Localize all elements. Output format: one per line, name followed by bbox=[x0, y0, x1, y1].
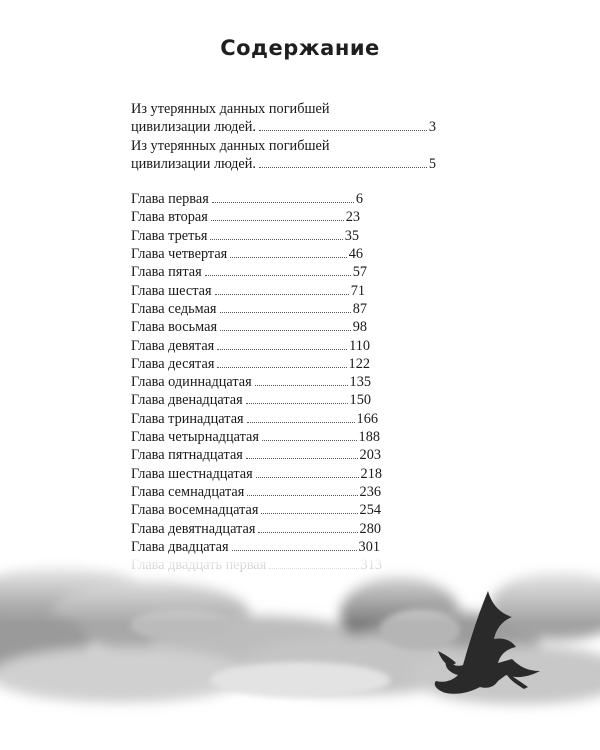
dot-leader bbox=[256, 477, 359, 478]
toc-chapter-title: Глава третья bbox=[131, 227, 208, 244]
dot-leader bbox=[205, 275, 351, 276]
toc-page-number: 57 bbox=[352, 264, 367, 281]
toc-chapter-title: Глава двенадцатая bbox=[131, 392, 243, 409]
toc-chapter-title: Глава восемнадцатая bbox=[131, 502, 259, 519]
toc-chapter-title: Глава семнадцатая bbox=[131, 483, 245, 500]
toc-chapter-entry[interactable] bbox=[131, 391, 371, 409]
toc-chapter-title: Глава четырнадцатая bbox=[131, 429, 259, 446]
toc-chapter-entry[interactable] bbox=[131, 483, 381, 501]
toc-chapter-title: Глава пятнадцатая bbox=[131, 447, 243, 464]
page-title: Содержание bbox=[220, 36, 380, 60]
toc-chapter-entry[interactable] bbox=[131, 538, 380, 556]
toc-chapter-entry[interactable] bbox=[131, 227, 359, 245]
dot-leader bbox=[220, 330, 351, 331]
section-spacer bbox=[131, 173, 436, 190]
toc-page-number: 188 bbox=[358, 429, 380, 446]
dot-leader bbox=[259, 130, 427, 131]
dot-leader bbox=[212, 202, 354, 203]
toc-page-number: 280 bbox=[359, 520, 381, 537]
toc-page-number: 203 bbox=[359, 447, 381, 464]
toc-page-number: 71 bbox=[350, 282, 365, 299]
toc-chapter-entry[interactable] bbox=[131, 465, 382, 483]
toc-chapter-entry[interactable] bbox=[131, 428, 380, 446]
chapter-list bbox=[131, 190, 436, 574]
dot-leader bbox=[220, 312, 351, 313]
toc-chapter-entry[interactable] bbox=[131, 300, 367, 318]
dot-leader bbox=[261, 513, 357, 514]
dot-leader bbox=[211, 220, 344, 221]
toc-chapter-entry[interactable] bbox=[131, 337, 370, 355]
dot-leader bbox=[232, 550, 357, 551]
toc-intro-title-line1: Из утерянных данных погибшей bbox=[131, 137, 330, 154]
toc-intro-title-line2: цивилизации людей. bbox=[131, 155, 256, 172]
toc-chapter-entry[interactable] bbox=[131, 501, 381, 519]
toc-page-number: 23 bbox=[345, 209, 360, 226]
toc-chapter-title: Глава восьмая bbox=[131, 319, 218, 336]
dot-leader bbox=[247, 422, 355, 423]
toc-page-number: 218 bbox=[360, 465, 382, 482]
toc-chapter-title: Глава шестая bbox=[131, 282, 212, 299]
dot-leader bbox=[247, 495, 357, 496]
toc-page-number: 87 bbox=[352, 300, 367, 317]
toc-page-number: 301 bbox=[358, 538, 380, 555]
toc-chapter-title: Глава четвертая bbox=[131, 246, 228, 263]
dot-leader bbox=[210, 239, 342, 240]
dot-leader bbox=[217, 367, 346, 368]
toc-chapter-title: Глава седьмая bbox=[131, 300, 217, 317]
toc-chapter-entry[interactable] bbox=[131, 245, 363, 263]
toc-chapter-title: Глава тринадцатая bbox=[131, 410, 244, 427]
toc-page-number: 3 bbox=[428, 119, 436, 136]
toc-page-number: 122 bbox=[348, 355, 370, 372]
dot-leader bbox=[230, 257, 346, 258]
dot-leader bbox=[215, 294, 349, 295]
toc-intro-entry[interactable] bbox=[131, 137, 436, 174]
toc-page-number: 5 bbox=[428, 155, 436, 172]
toc-page-number: 135 bbox=[349, 374, 371, 391]
toc-chapter-title: Глава первая bbox=[131, 191, 209, 208]
toc-chapter-entry[interactable] bbox=[131, 355, 370, 373]
toc-chapter-entry[interactable] bbox=[131, 373, 371, 391]
toc-chapter-entry[interactable] bbox=[131, 410, 378, 428]
toc-page-number: 166 bbox=[356, 410, 378, 427]
toc-page-number: 236 bbox=[359, 483, 381, 500]
toc-page-number: 150 bbox=[349, 392, 371, 409]
toc-intro-title-line1: Из утерянных данных погибшей bbox=[131, 101, 330, 117]
toc-page-number: 254 bbox=[359, 502, 381, 519]
toc-page-number: 6 bbox=[355, 191, 363, 208]
toc-chapter-entry[interactable] bbox=[131, 520, 381, 538]
dot-leader bbox=[262, 440, 357, 441]
toc-chapter-entry[interactable] bbox=[131, 446, 381, 464]
dot-leader bbox=[259, 167, 427, 168]
dot-leader bbox=[246, 458, 358, 459]
toc-chapter-title: Глава пятая bbox=[131, 264, 202, 281]
toc-chapter-entry[interactable] bbox=[131, 318, 367, 336]
table-of-contents bbox=[131, 100, 436, 574]
dot-leader bbox=[246, 403, 348, 404]
toc-chapter-title: Глава двадцатая bbox=[131, 538, 229, 555]
toc-chapter-title: Глава вторая bbox=[131, 209, 208, 226]
toc-intro-title-line2: цивилизации людей. bbox=[131, 119, 256, 136]
toc-chapter-entry[interactable] bbox=[131, 282, 365, 300]
dot-leader bbox=[258, 532, 357, 533]
dot-leader bbox=[217, 349, 347, 350]
toc-page-number: 46 bbox=[348, 246, 363, 263]
toc-chapter-title: Глава десятая bbox=[131, 355, 215, 372]
clouds-illustration bbox=[0, 555, 600, 750]
toc-page-number: 110 bbox=[349, 337, 370, 354]
toc-chapter-title: Глава шестнадцатая bbox=[131, 465, 253, 482]
toc-chapter-title: Глава одиннадцатая bbox=[131, 374, 252, 391]
toc-page-number: 35 bbox=[344, 227, 359, 244]
toc-chapter-title: Глава девятая bbox=[131, 337, 215, 354]
toc-chapter-title: Глава девятнадцатая bbox=[131, 520, 256, 537]
toc-chapter-entry[interactable] bbox=[131, 263, 367, 281]
toc-chapter-entry[interactable] bbox=[131, 190, 363, 208]
toc-chapter-entry[interactable] bbox=[131, 208, 360, 226]
toc-intro-entry[interactable] bbox=[131, 100, 436, 137]
toc-page-number: 98 bbox=[352, 319, 367, 336]
dot-leader bbox=[255, 385, 348, 386]
